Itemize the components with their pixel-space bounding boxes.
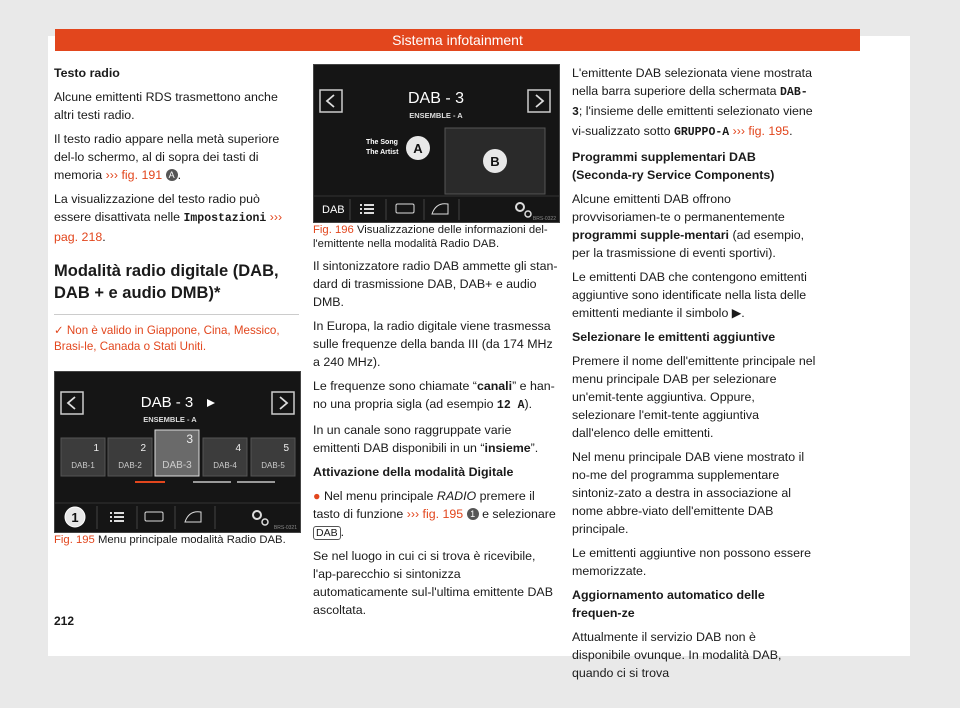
dab-source-label: DAB (322, 204, 345, 216)
callout-marker: A (166, 169, 178, 181)
paragraph: In Europa, la radio digitale viene trasmessa sulle frequenze della banda III (da 174 MHz a 240 MHz). (313, 319, 553, 369)
page-number: 212 (54, 614, 75, 628)
preset-name: DAB-4 (213, 461, 237, 470)
preset-name: DAB-3 (162, 460, 192, 471)
paragraph: Nel menu principale DAB viene mostrato il no-me del programma supplementare sintoniz-zato a destra in associazione al nome abbre-viato dell'emittente DAB principale. (572, 450, 805, 536)
station-title: DAB - 3 (140, 394, 194, 411)
paragraph: In un canale sono raggruppate varie emittenti DAB disponibili in un “insieme”. (313, 423, 539, 455)
column-1 (54, 64, 299, 553)
menu-term: Impostazioni (183, 212, 267, 225)
svg-text:B: B (490, 154, 500, 169)
paragraph: La visualizzazione del testo radio può essere disattivata nelle Impostazioni ››› pag. 218. (54, 192, 283, 244)
paragraph: Alcune emittenti RDS trasmettono anche altri testi radio. (54, 90, 278, 122)
paragraph: Il sintonizzatore radio DAB ammette gli stan-dard di trasmissione DAB, DAB+ e audio DMB. (313, 259, 558, 309)
heading-attivazione: Attivazione della modalità Digitale (313, 465, 514, 479)
ensemble-label: ENSEMBLE - A (409, 111, 463, 120)
figure-196 (313, 64, 560, 223)
heading-aggiornamento: Aggiornamento automatico delle frequen-ze (572, 588, 765, 620)
column-3 (572, 64, 817, 688)
section-heading: Modalità radio digitale (DAB, DAB + e audio DMB)* (54, 262, 279, 302)
preset-number: 3 (186, 432, 193, 446)
paragraph: Alcune emittenti DAB offrono provvisoriamen-te o permanentemente programmi supple-mentari (ad esempio, per la trasmissione di eventi sportivi). (572, 192, 805, 260)
heading-selezionare: Selezionare le emittenti aggiuntive (572, 330, 776, 344)
svg-text:BRS-0321: BRS-0321 (273, 525, 297, 531)
page-header: Sistema infotainment (55, 29, 860, 51)
paragraph: Le emittenti aggiuntive non possono essere memorizzate. (572, 546, 812, 578)
heading-programmi-supplementari: Programmi supplementari DAB (Seconda-ry Service Components) (572, 150, 775, 182)
paragraph: Attualmente il servizio DAB non è disponibile ovunque. In modalità DAB, quando ci si trova (572, 630, 782, 680)
paragraph: Il testo radio appare nella metà superiore del-lo schermo, al di sopra dei tasti di memoria ››› fig. 191 A . (54, 132, 280, 182)
paragraph: Le frequenze sono chiamate “canali” e han-no una propria sigla (ad esempio 12 A). (313, 379, 555, 412)
song-title: The Song (366, 139, 398, 146)
svg-text:BRS-0322: BRS-0322 (532, 216, 556, 222)
paragraph: Se nel luogo in cui ci si trova è ricevibile, l'ap-parecchio si sintonizza automaticamente sul-l'ultima emittente DAB ascoltata. (313, 549, 553, 617)
figure-ref-link[interactable]: ››› fig. 191 (105, 168, 163, 182)
figure-196-caption: Fig. 196 Visualizzazione delle informazioni del-l'emittente nella modalità Radio DAB. (313, 224, 548, 250)
paragraph: L'emittente DAB selezionata viene mostrata nella barra superiore della schermata DAB-3; l'insieme delle emittenti selezionato viene vi-sualizzato sotto GRUPPO-A ››› fig. 195. (572, 66, 813, 139)
page-ref-link[interactable]: ››› pag. 218 (54, 210, 283, 244)
dab-main-menu-screen (55, 372, 300, 532)
figure-195-caption: Fig. 195 Menu principale modalità Radio DAB. (54, 534, 286, 546)
artist-name: The Artist (366, 149, 399, 156)
paragraph: Premere il nome dell'emittente principale nel menu principale DAB per selezionare un'emit-tente aggiuntiva. Oppure, selezionare l'emit-tente aggiuntiva dall'elenco delle emittenti. (572, 354, 816, 440)
svg-text:1: 1 (71, 510, 79, 525)
preset-number: 2 (140, 443, 146, 454)
figure-195 (54, 371, 301, 533)
preset-name: DAB-1 (71, 461, 95, 470)
bullet-icon: ● (313, 489, 321, 503)
preset-number: 1 (93, 443, 99, 454)
dab-station-info-screen (314, 65, 559, 222)
preset-number: 4 (235, 443, 241, 454)
figure-ref-link[interactable]: ››› fig. 195 (406, 507, 464, 521)
callout-marker: 1 (467, 508, 479, 520)
ensemble-label: ENSEMBLE - A (143, 415, 197, 424)
validity-note: ✓ Non è valido in Giappone, Cina, Messico, Brasi-le, Canada o Stati Uniti. (54, 314, 299, 355)
column-2 (313, 64, 558, 625)
heading-testo-radio: Testo radio (54, 66, 120, 80)
station-title: DAB - 3 (407, 90, 465, 107)
preset-number: 5 (283, 443, 289, 454)
svg-text:A: A (413, 141, 423, 156)
bullet-step: ● Nel menu principale RADIO premere il tasto di funzione ››› fig. 195 1 e selezionare DAB . (313, 489, 556, 539)
dab-key: DAB (313, 526, 341, 540)
figure-ref-link[interactable]: ››› fig. 195 (732, 124, 790, 138)
preset-name: DAB-2 (118, 461, 142, 470)
preset-name: DAB-5 (261, 461, 285, 470)
paragraph: Le emittenti DAB che contengono emittenti aggiuntive sono identificate nella lista delle emittenti mediante il simbolo ▶. (572, 270, 807, 320)
